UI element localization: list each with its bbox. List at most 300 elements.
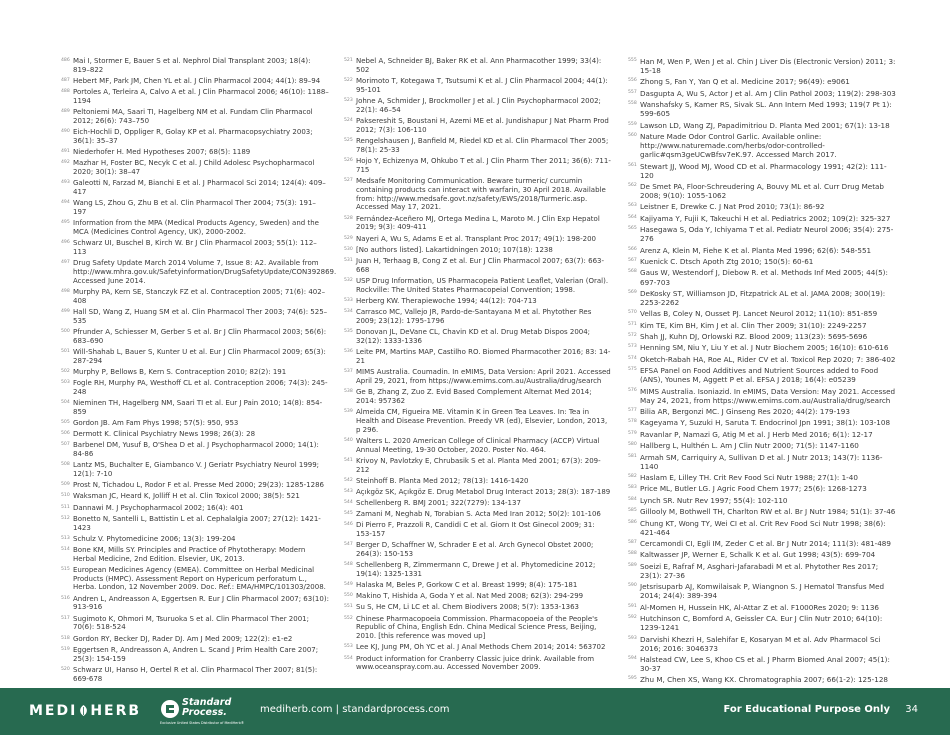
reference-text: Murphy PA, Kern SE, Stanczyk FZ et al. Contraception 2005; 71(6): 402–408 [73, 287, 326, 305]
reference-text: Açıkgöz SK, Açıkgöz E. Drug Metabol Drug Interact 2013; 28(3): 187-189 [356, 487, 611, 496]
reference-text: Nieminen TH, Hagelberg NM, Saari TI et al. Eur J Pain 2010; 14(8): 854-859 [73, 399, 323, 416]
reference-number: 534 [344, 308, 353, 314]
reference-text: Eggertsen R, Andreasson A, Andren L. Scand J Prim Health Care 2007; 25(3): 154-159 [73, 645, 319, 663]
reference-number: 560 [628, 133, 637, 139]
reference-number: 530 [344, 246, 353, 252]
reference-text: Peltoniemi MA, Saari TI, Hagelberg NM et al. Fundam Clin Pharmacol 2012; 26(6): 743–750 [73, 108, 313, 125]
reference-item [628, 366, 896, 384]
reference-text: Rengelshausen J, Banfield M, Riedel KD et al. Clin Pharmacol Ther 2005; 78(1): 25-33 [356, 136, 609, 154]
reference-number: 589 [628, 562, 637, 568]
reference-item [628, 343, 896, 352]
reference-text: DeKosky ST, Williamson JD, Fitzpatrick AL et al. JAMA 2008; 300(19): 2253-2262 [640, 288, 886, 307]
reference-number: 568 [628, 269, 637, 275]
reference-number: 541 [344, 457, 353, 463]
reference-number: 510 [61, 493, 70, 499]
reference-item [61, 615, 329, 633]
reference-text: Dannawi M. J Psychopharmacol 2002; 16(4): 401 [73, 503, 244, 512]
reference-text: Zhong S, Fan Y, Yan Q et al. Medicine 2017; 96(49): e9061 [640, 77, 850, 87]
reference-number: 499 [61, 308, 70, 314]
reference-item [61, 308, 329, 326]
reference-number: 593 [628, 635, 637, 641]
reference-item [344, 246, 612, 255]
references-column-3 [628, 57, 896, 684]
footer-educational-notice: For Educational Purpose Only [723, 704, 890, 715]
reference-item [628, 202, 896, 211]
reference-number: 588 [628, 551, 637, 557]
reference-text: Barbenel DM, Yusuf B, O'Shea D et al. J Psychopharmacol 2000; 14(1): 84-86 [73, 441, 319, 459]
reference-item [61, 430, 329, 439]
reference-item [344, 215, 612, 233]
reference-text: Kajiyama Y, Fujii K, Takeuchi H et al. Pediatrics 2002; 109(2): 325-327 [640, 213, 891, 223]
reference-number: 514 [61, 546, 70, 552]
reference-number: 490 [61, 129, 70, 135]
reference-number: 551 [344, 604, 353, 610]
reference-text: Kim TE, Kim BH, Kim J et al. Clin Ther 2009; 31(10): 2249-2257 [640, 320, 867, 330]
reference-text: Product information for Cranberry Classic juice drink. Available from www.oceanspray.com.au. Accessed November 2009. [356, 654, 595, 672]
reference-text: Andren L, Andreasson A, Eggertsen R. Eur J Clin Pharmacol 2007; 63(10): 913-916 [73, 594, 329, 612]
reference-text: Bonetto N, Santelli L, Battistin L et al. Cephalalgia 2007; 27(12): 1421-1423 [73, 514, 321, 532]
reference-item [61, 504, 329, 513]
reference-text: Gordon RY, Becker DJ, Rader DJ. Am J Med 2009; 122(2): e1-e2 [73, 634, 293, 643]
reference-text: Su S, He CM, Li LC et al. Chem Biodivers 2008; 5(7): 1353-1363 [356, 603, 580, 612]
reference-text: Makino T, Hishida A, Goda Y et al. Nat Med 2008; 62(3): 294-299 [356, 592, 584, 601]
reference-number: 528 [344, 215, 353, 221]
reference-number: 544 [344, 499, 353, 505]
reference-number: 570 [628, 310, 637, 316]
reference-text: Galeotti N, Farzad M, Bianchi E et al. J Pharmacol Sci 2014; 124(4): 409–417 [73, 179, 326, 197]
reference-text: Schellenberg R. BMJ 2001; 322(7279): 134-137 [356, 498, 521, 507]
reference-text: Information from the MPA (Medical Products Agency, Sweden) and the MCA (Medicines Control Agency, UK), 2000-2002. [73, 219, 319, 237]
reference-number: 565 [628, 226, 637, 232]
reference-item [628, 562, 896, 580]
reference-item [628, 407, 896, 416]
reference-number: 517 [61, 615, 70, 621]
reference-number: 493 [61, 180, 70, 186]
reference-number: 542 [344, 477, 353, 483]
reference-item [344, 297, 612, 306]
page-number: 34 [905, 704, 918, 715]
reference-text: Mazhar H, Foster BC, Necyk C et al. J Child Adolesc Psychopharmacol 2020; 30(1): 38–47 [73, 159, 315, 177]
reference-number: 592 [628, 615, 637, 621]
reference-number: 555 [628, 58, 637, 63]
reference-text: Portoles A, Terleira A, Calvo A et al. J Clin Pharmacol 2006; 46(10): 1188–1194 [73, 88, 329, 105]
reference-number: 527 [344, 177, 353, 183]
reference-number: 546 [344, 522, 353, 528]
reference-item [628, 132, 896, 159]
reference-text: Di Pierro F, Prazzoli R, Candidi C et al. Giorn It Ost Ginecol 2009; 31: 153-157 [356, 521, 595, 539]
reference-text: Chung KT, Wong TY, Wei CI et al. Crit Rev Food Sci Nutr 1998; 38(6): 421-464 [640, 518, 886, 537]
reference-number: 496 [61, 240, 70, 246]
reference-item [344, 348, 612, 366]
reference-text: Sugimoto K, Ohmori M, Tsuruoka S et al. Clin Pharmacol Ther 2001; 70(6): 518-524 [73, 614, 309, 632]
reference-text: Price ML, Butler LG. J Agric Food Chem 1977; 25(6): 1268-1273 [640, 484, 867, 494]
reference-number: 524 [344, 117, 353, 123]
reference-text: Donovan JL, DeVane CL, Chavin KD et al. Drug Metab Dispos 2004; 32(12): 1333-1336 [356, 327, 591, 345]
reference-number: 489 [61, 109, 70, 115]
reference-item [628, 519, 896, 537]
reference-text: Drug Safety Update March 2014 Volume 7, Issue 8: A2. Available from http://www.mhra.gov.uk/Safetyinformation/DrugSafetyUpdate/CON392869. Accessed June 2014. [73, 259, 337, 285]
reference-text: Hojo Y, Echizenya M, Ohkubo T et al. J Clin Pharm Ther 2011; 36(6): 711-715 [356, 156, 611, 174]
reference-item [61, 515, 329, 533]
reference-text: Soeizi E, Rafraf M, Asghari-Jafarabadi M et al. Phytother Res 2017; 23(1): 27-36 [640, 561, 879, 580]
reference-number: 515 [61, 566, 70, 572]
reference-item [61, 368, 329, 377]
reference-text: Chinese Pharmacopoeia Commission. Pharmacopoeia of the People's Republic of China, English Edn. China Medical Science Press, Beijing, 2010. [this reference was moved up] [356, 614, 598, 641]
reference-text: Hutchinson C, Bomford A, Geissler CA. Eur J Clin Nutr 2010; 64(10): 1239-1241 [640, 614, 883, 633]
reference-number: 578 [628, 419, 637, 425]
reference-number: 571 [628, 321, 637, 327]
reference-item [628, 496, 896, 505]
reference-text: Berger D, Schaffner W, Schrader E et al. Arch Gynecol Obstet 2000; 264(3): 150-153 [356, 541, 594, 559]
reference-number: 529 [344, 235, 353, 241]
reference-text: Steinhoff B. Planta Med 2012; 78(13): 1416-1420 [356, 476, 529, 485]
reference-number: 574 [628, 355, 637, 361]
reference-number: 531 [344, 257, 353, 263]
reference-number: 572 [628, 333, 637, 339]
reference-text: Dasgupta A, Wu S, Actor J et al. Am J Clin Pathol 2003; 119(2): 298-303 [640, 88, 896, 98]
reference-item [628, 387, 896, 405]
reference-text: Waksman JC, Heard K, Jolliff H et al. Clin Toxicol 2000; 38(5): 521 [73, 492, 300, 501]
reference-text: Halaska M, Beles P, Gorkow C et al. Breast 1999; 8(4): 175-181 [356, 581, 578, 590]
reference-text: Jetsrisuparb AJ, Komwilaisak P, Wiangnon S. J Hematol Transfus Med 2014; 24(4): 389-394 [640, 582, 885, 601]
reference-text: Nebel A, Schneider BJ, Baker RK et al. Ann Pharmacother 1999; 33(4): 502 [356, 57, 602, 74]
reference-text: Armah SM, Carriquiry A, Sullivan D et al. J Nutr 2013; 143(7): 1136-1140 [640, 452, 883, 471]
reference-item [344, 457, 612, 475]
reference-item [628, 100, 896, 118]
reference-item [61, 348, 329, 366]
reference-item [344, 177, 612, 212]
reference-text: Hebert MF, Park JM, Chen YL et al. J Clin Pharmacol 2004; 44(1): 89–94 [73, 76, 321, 85]
reference-item [628, 484, 896, 493]
reference-item [61, 148, 329, 157]
reference-number: 564 [628, 214, 637, 220]
reference-text: Herberg KW. Therapiewoche 1994; 44(12): 704-713 [356, 296, 537, 305]
reference-text: Ravanlar P, Namazi G, Atig M et al. J Herb Med 2016; 6(1): 12-17 [640, 429, 873, 439]
reference-number: 557 [628, 89, 637, 95]
reference-text: Carrasco MC, Vallejo JR, Pardo-de-Santayana M et al. Phytother Res 2009; 23(12): 1795-1796 [356, 307, 592, 325]
reference-item [344, 408, 612, 435]
reference-number: 569 [628, 289, 637, 295]
reference-text: Eich-Hochli D, Oppliger R, Golay KP et al. Pharmacopsychiatry 2003; 36(1): 35–37 [73, 128, 313, 145]
references-column-2 [344, 57, 612, 672]
footer-bar [0, 688, 950, 735]
reference-item [344, 488, 612, 497]
reference-number: 563 [628, 203, 637, 209]
reference-number: 501 [61, 348, 70, 354]
reference-number: 492 [61, 160, 70, 166]
reference-text: Gaus W, Westendorf J, Diebow R. et al. Methods Inf Med 2005; 44(5): 697-703 [640, 268, 888, 287]
reference-text: Lawson LD, Wang ZJ, Papadimitriou D. Planta Med 2001; 67(1): 13-18 [640, 120, 890, 130]
reference-item [628, 309, 896, 318]
reference-text: European Medicines Agency (EMEA). Committee on Herbal Medicinal Products (HMPC). Assessment Report on Hypericum perforatum L., Herba. London, 12 November 2009. Doc. Ref.: EMA/HMPC/101303/2008. [73, 565, 326, 592]
reference-text: Nayeri A, Wu S, Adams E et al. Transplant Proc 2017; 49(1): 198-200 [356, 234, 596, 243]
reference-number: 575 [628, 367, 637, 373]
reference-item [628, 77, 896, 86]
reference-item [61, 441, 329, 459]
reference-text: Prost N, Tichadou L, Rodor F et al. Presse Med 2000; 29(23): 1285-1286 [73, 481, 324, 490]
reference-item [628, 550, 896, 559]
reference-text: Bilia AR, Bergonzi MC. J Ginseng Res 2020; 44(2): 179-193 [640, 407, 850, 417]
reference-number: 561 [628, 162, 637, 168]
reference-text: Kaltwasser JP, Werner E, Schalk K et al. Gut 1998; 43(5): 699-704 [640, 550, 876, 560]
reference-item [628, 246, 896, 255]
reference-number: 506 [61, 431, 70, 437]
reference-number: 511 [61, 504, 70, 510]
reference-number: 579 [628, 430, 637, 436]
reference-number: 587 [628, 540, 637, 546]
reference-text: Henning SM, Niu Y, Liu Y et al. J Nutr Biochem 2005; 16(10): 610-616 [640, 343, 889, 353]
reference-number: 543 [344, 488, 353, 494]
reference-text: Nature Made Odor Control Garlic. Available online: http://www.naturemade.com/herbs/odor-controlled-garlic#qsm3geUCwBfsv7eK.97. Accessed March 2017. [640, 132, 837, 160]
reference-number: 573 [628, 344, 637, 350]
reference-text: Hallberg L, Hulthén L. Am J Clin Nutr 2000; 71(5): 1147-1160 [640, 441, 859, 451]
reference-number: 504 [61, 400, 70, 406]
reference-item [61, 128, 329, 146]
reference-item [628, 675, 896, 684]
reference-item [628, 214, 896, 223]
reference-item [61, 328, 329, 346]
reference-item [61, 259, 337, 286]
reference-number: 519 [61, 646, 70, 652]
reference-item [61, 461, 329, 479]
reference-text: Paksereshit S, Boustani H, Azemi ME et al. Jundishapur J Nat Pharm Prod 2012; 7(3): 106-110 [356, 116, 609, 134]
reference-item [61, 108, 329, 126]
reference-number: 554 [344, 655, 353, 661]
reference-number: 567 [628, 258, 637, 264]
footer-website-links[interactable]: mediherb.com | standardprocess.com [260, 704, 450, 715]
reference-number: 552 [344, 615, 353, 621]
reference-item [628, 355, 896, 364]
reference-number: 520 [61, 666, 70, 672]
reference-item [344, 581, 612, 590]
reference-number: 584 [628, 496, 637, 502]
reference-text: EFSA Panel on Food Additives and Nutrient Sources added to Food (ANS), Younes M, Aggett P et al. EFSA J 2018; 16(4): e05239 [640, 366, 879, 385]
reference-number: 509 [61, 482, 70, 488]
reference-number: 566 [628, 246, 637, 252]
reference-text: De Smet PA, Floor-Schreudering A, Bouvy ML et al. Curr Drug Metab 2008; 9(10): 1055-1062 [640, 182, 884, 201]
reference-number: 491 [61, 149, 70, 155]
mediherb-logo-medi: MEDI [29, 703, 78, 719]
reference-text: Hasegawa S, Oda Y, Ichiyama T et al. Pediatr Neurol 2006; 35(4): 275-276 [640, 225, 894, 244]
reference-number: 516 [61, 595, 70, 601]
reference-text: Gillooly M, Bothwell TH, Charlton RW et al. Br J Nutr 1984; 51(1): 37-46 [640, 507, 896, 517]
reference-item [61, 57, 329, 75]
reference-text: MIMS Australia. Coumadin. In eMIMS, Data Version: April 2021. Accessed April 29, 2021, from https://www.emims.com.au/Australia/drug/search [356, 367, 611, 385]
reference-text: Gordon JB. Am Fam Phys 1998; 57(5): 950, 953 [73, 419, 239, 428]
reference-item [628, 441, 896, 450]
reference-item [344, 137, 612, 155]
reference-text: Cercamondi CI, Egli IM, Zeder C et al. Br J Nutr 2014; 111(3): 481-489 [640, 539, 891, 549]
reference-text: Al-Momen H, Hussein HK, Al-Attar Z et al. F1000Res 2020; 9: 1136 [640, 602, 879, 612]
reference-item [344, 97, 612, 115]
reference-number: 533 [344, 297, 353, 303]
reference-item [61, 179, 329, 197]
reference-text: Juan H, Terhaag B, Cong Z et al. Eur J Clin Pharmacol 2007; 63(7): 663-668 [356, 256, 605, 274]
reference-number: 583 [628, 485, 637, 491]
reference-number: 580 [628, 442, 637, 448]
references-column-1 [61, 57, 337, 683]
reference-item [344, 521, 612, 539]
reference-item [628, 603, 896, 612]
reference-text: USP Drug Information, US Pharmacopeia Patient Leaflet, Valerian (Oral). Rockville: The United States Pharmacopeial Convention; 1998. [356, 276, 609, 294]
reference-number: 577 [628, 408, 637, 414]
reference-number: 518 [61, 635, 70, 641]
leaf-icon [79, 705, 88, 716]
reference-text: Leite PM, Martins MAP, Castilho RO. Biomed Pharmacother 2016; 83: 14-21 [356, 347, 611, 365]
reference-item [628, 321, 896, 330]
reference-number: 497 [61, 260, 70, 266]
reference-text: Lantz MS, Buchalter E, Giambanco V. J Geriatr Psychiatry Neurol 1999; 12(1): 7-10 [73, 461, 320, 479]
reference-number: 513 [61, 535, 70, 541]
reference-text: Kageyama Y, Suzuki H, Saruta T. Endocrinol Jpn 1991; 38(1): 103-108 [640, 418, 891, 428]
reference-item [61, 288, 329, 306]
reference-item [344, 277, 612, 295]
reference-text: Johne A, Schmider J, Brockmoller J et al. J Clin Psychopharmacol 2002; 22(1): 46–54 [356, 96, 601, 114]
reference-item [344, 561, 612, 579]
reference-text: Zamani M, Neghab N, Torabian S. Acta Med Iran 2012; 50(2): 101-106 [356, 510, 601, 519]
reference-item [61, 239, 329, 257]
reference-text: Schulz V. Phytomedicine 2006; 13(3): 199-204 [73, 534, 236, 543]
reference-item [61, 535, 329, 544]
reference-item [628, 121, 896, 130]
reference-text: Dermott K. Clinical Psychiatry News 1998; 26(3): 28 [73, 430, 256, 439]
reference-number: 512 [61, 515, 70, 521]
reference-number: 576 [628, 387, 637, 393]
reference-text: Shah JJ, Kuhn DJ, Orlowski RZ. Blood 2009; 113(23): 5695-5696 [640, 332, 868, 342]
reference-item [344, 655, 612, 673]
reference-item [344, 615, 612, 642]
reference-text: Schellenberg R, Zimmermann C, Drewe J et al. Phytomedicine 2012; 19(14): 1325-1331 [356, 561, 596, 579]
reference-number: 522 [344, 77, 353, 83]
reference-text: Fernández-Aceñero MJ, Ortega Medina L, Maroto M. J Clin Exp Hepatol 2019; 9(3): 409-411 [356, 214, 600, 232]
reference-number: 495 [61, 220, 70, 226]
reference-text: Schwarz UI, Buschel B, Kirch W. Br J Clin Pharmacol 2003; 55(1): 112–113 [73, 239, 317, 256]
reference-item [628, 162, 896, 180]
standard-process-mark-icon [160, 699, 180, 719]
reference-item [344, 603, 612, 612]
reference-item [628, 182, 896, 200]
reference-text: Wanshafsky S, Kamer RS, Sivak SL. Ann Intern Med 1993; 119(7 Pt 1): 599-605 [640, 100, 892, 119]
reference-item [344, 257, 612, 275]
reference-text: Haslam E, Lilley TH. Crit Rev Food Sci Nutr 1988; 27(1): 1-40 [640, 473, 858, 483]
reference-item [61, 595, 329, 613]
reference-item [344, 77, 612, 95]
reference-item [344, 499, 612, 508]
reference-item [344, 328, 612, 346]
reference-text: Niederhofer H. Med Hypotheses 2007; 68(5): 1189 [73, 148, 251, 157]
reference-text: Kuenick C. Dtsch Apoth Ztg 2010; 150(5): 60-61 [640, 257, 814, 267]
reference-number: 526 [344, 157, 353, 163]
reference-item [344, 643, 612, 652]
reference-number: 539 [344, 408, 353, 414]
reference-text: Mai I, Stormer E, Bauer S et al. Nephrol Dial Transplant 2003; 18(4): 819–822 [73, 57, 311, 74]
reference-item [628, 655, 896, 673]
reference-number: 537 [344, 368, 353, 374]
reference-item [61, 646, 329, 664]
reference-text: Hall SD, Wang Z, Huang SM et al. Clin Pharmacol Ther 2003; 74(6): 525–535 [73, 307, 328, 325]
reference-text: Ge B, Zhang Z, Zuo Z. Evid Based Complement Alternat Med 2014; 2014: 957362 [356, 387, 592, 405]
reference-item [628, 473, 896, 482]
reference-item [628, 57, 896, 75]
reference-number: 548 [344, 562, 353, 568]
standard-process-name: Standard Process. [182, 697, 232, 718]
reference-number: 559 [628, 121, 637, 127]
reference-number: 585 [628, 508, 637, 514]
reference-item [344, 368, 612, 386]
reference-number: 545 [344, 511, 353, 517]
reference-item [344, 308, 612, 326]
reference-text: Arenz A, Klein M, Fiehe K et al. Planta Med 1996; 62(6): 548-551 [640, 245, 872, 255]
reference-item [344, 437, 612, 455]
reference-text: Pfrunder A, Schiesser M, Gerber S et al. Br J Clin Pharmacol 2003; 56(6): 683–690 [73, 327, 327, 345]
reference-item [344, 388, 612, 406]
reference-number: 521 [344, 58, 353, 63]
reference-item [344, 57, 612, 75]
reference-item [61, 77, 329, 86]
reference-number: 540 [344, 437, 353, 443]
reference-number: 507 [61, 442, 70, 448]
reference-number: 549 [344, 582, 353, 588]
reference-number: 553 [344, 644, 353, 650]
reference-item [61, 666, 329, 684]
reference-item [628, 332, 896, 341]
reference-number: 486 [61, 58, 70, 63]
reference-text: Darvishi Khezri H, Salehifar E, Kosaryan M et al. Adv Pharmacol Sci 2016; 2016: 3046373 [640, 634, 881, 653]
reference-number: 594 [628, 655, 637, 661]
reference-item [628, 418, 896, 427]
reference-item [61, 159, 329, 177]
reference-number: 550 [344, 593, 353, 599]
reference-number: 538 [344, 388, 353, 394]
reference-text: Murphy P, Bellows B, Kern S. Contraception 2010; 82(2): 191 [73, 367, 287, 376]
reference-text: Walters L. 2020 American College of Clinical Pharmacy (ACCP) Virtual Annual Meeting, 19-30 October, 2020. Poster No. 464. [356, 436, 600, 454]
reference-text: Morimoto T, Kotegawa T, Tsutsumi K et al. J Clin Pharmacol 2004; 44(1): 95-101 [356, 76, 608, 94]
reference-text: Leistner E, Drewke C. J Nat Prod 2010; 73(1): 86-92 [640, 202, 825, 212]
reference-text: MIMS Australia. Isoniazid. In eMIMS, Data Version: May 2021. Accessed May 24, 2021, from https://www.emims.com.au/Australia/drug/search [640, 386, 896, 405]
reference-text: Vellas B, Coley N, Ousset PJ. Lancet Neurol 2012; 11(10): 851-859 [640, 309, 878, 319]
reference-text: Medsafe Monitoring Communication. Beware turmeric/ curcumin containing products can interact with warfarin, 30 April 2018. Available from: http://www.medsafe.govt.nz/safety/EWS/2018/Turmeric.asp. Accessed May 17, 2021. [356, 176, 606, 212]
reference-number: 590 [628, 583, 637, 589]
reference-number: 536 [344, 348, 353, 354]
reference-item [344, 235, 612, 244]
reference-item [61, 635, 329, 644]
standard-process-logo [160, 698, 250, 726]
reference-item [61, 566, 329, 593]
reference-number: 535 [344, 328, 353, 334]
reference-item [628, 430, 896, 439]
reference-text: [No authors listed]. Lakartidningen 2010; 107(18): 1238 [356, 245, 553, 254]
reference-number: 503 [61, 380, 70, 386]
reference-number: 525 [344, 137, 353, 143]
reference-item [628, 89, 896, 98]
reference-number: 581 [628, 453, 637, 459]
reference-item [61, 399, 329, 417]
reference-text: Bone KM, Mills SY. Principles and Practice of Phytotherapy: Modern Herbal Medicine, 2nd Edition. Elsevier, UK, 2013. [73, 545, 306, 563]
reference-text: Halstead CW, Lee S, Khoo CS et al. J Pharm Biomed Anal 2007; 45(1): 30-37 [640, 654, 890, 674]
reference-item [344, 117, 612, 135]
reference-item [61, 481, 329, 490]
reference-number: 494 [61, 200, 70, 206]
reference-item [628, 539, 896, 548]
reference-text: Fogle RH, Murphy PA, Westhoff CL et al. Contraception 2006; 74(3): 245-248 [73, 379, 328, 396]
mediherb-logo [29, 703, 141, 719]
reference-item [61, 219, 329, 237]
reference-number: 487 [61, 77, 70, 83]
reference-number: 502 [61, 368, 70, 374]
reference-text: Lee KJ, Jung PM, Oh YC et al. J Anal Methods Chem 2014; 2014: 563702 [356, 643, 606, 652]
reference-number: 498 [61, 288, 70, 294]
reference-number: 562 [628, 183, 637, 189]
